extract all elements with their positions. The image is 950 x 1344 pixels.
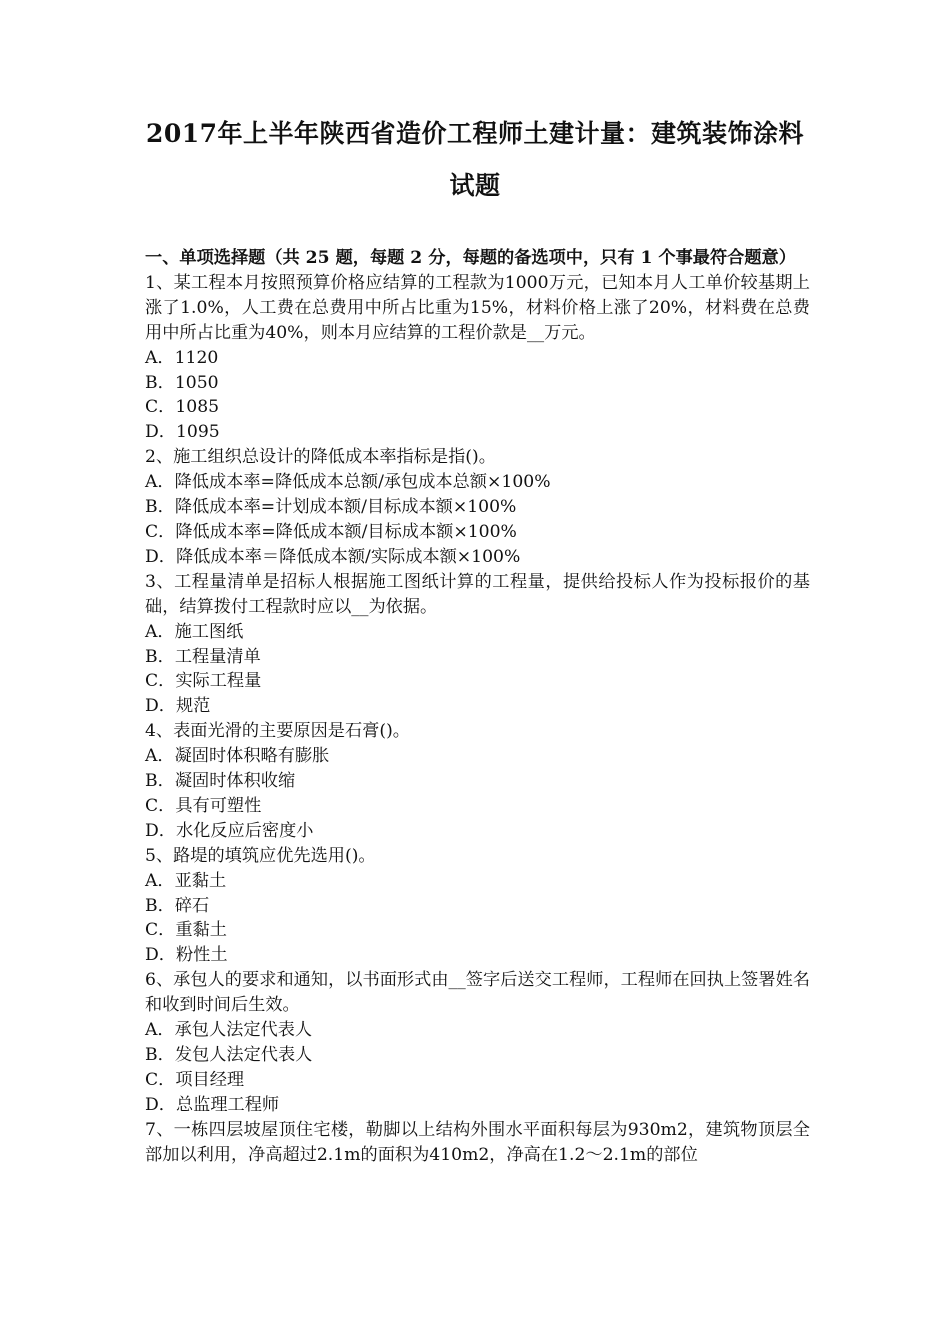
option-c: C．1085	[145, 397, 220, 418]
option-a: A．降低成本率=降低成本总额/承包成本总额×100%	[145, 472, 551, 493]
option-b: B．工程量清单	[145, 646, 261, 667]
question-3	[145, 570, 810, 719]
option-c: C．实际工程量	[145, 671, 262, 692]
option-d: D．规范	[145, 696, 211, 717]
option-c: C．具有可塑性	[145, 795, 262, 816]
document-title-line-2: 试题	[449, 171, 501, 200]
option-b: B．碎石	[145, 895, 210, 916]
question-7	[145, 1118, 810, 1168]
option-d: D．1095	[145, 422, 220, 443]
option-c: C．重黏土	[145, 920, 227, 941]
question-stem: 3、工程量清单是招标人根据施工图纸计算的工程量，提供给投标人作为投标报价的基础，结算拨付工程款时应以__为依据。	[145, 571, 810, 617]
option-a: A．凝固时体积略有膨胀	[145, 746, 330, 767]
option-d: D．粉性土	[145, 945, 228, 966]
question-stem: 5、路堤的填筑应优先选用()。	[145, 845, 376, 866]
question-2	[145, 445, 810, 570]
document-title-line-1: 2017年上半年陕西省造价工程师土建计量：建筑装饰涂料	[145, 119, 805, 148]
option-c: C．降低成本率=降低成本额/目标成本额×100%	[145, 521, 517, 542]
section-heading: 一、单项选择题（共 25 题，每题 2 分，每题的备选项中，只有 1 个事最符合题意）	[145, 248, 796, 268]
option-a: A．1120	[145, 347, 219, 368]
option-b: B．1050	[145, 372, 219, 393]
option-d: D．降低成本率＝降低成本额/实际成本额×100%	[145, 546, 521, 567]
document-body	[145, 246, 810, 1168]
option-b: B．降低成本率=计划成本额/目标成本额×100%	[145, 497, 517, 518]
option-a: A．承包人法定代表人	[145, 1020, 313, 1041]
option-d: D．总监理工程师	[145, 1094, 280, 1115]
option-b: B．凝固时体积收缩	[145, 771, 296, 792]
question-stem: 7、一栋四层坡屋顶住宅楼，勒脚以上结构外围水平面积每层为930m2，建筑物顶层全部加以利用，净高超过2.1m的面积为410m2，净高在1.2～2.1m的部位	[145, 1119, 810, 1165]
question-4	[145, 719, 810, 844]
option-a: A．亚黏土	[145, 870, 227, 891]
question-5	[145, 844, 810, 969]
option-c: C．项目经理	[145, 1069, 245, 1090]
option-d: D．水化反应后密度小	[145, 820, 314, 841]
question-1	[145, 271, 810, 445]
question-6	[145, 968, 810, 1117]
question-stem: 1、某工程本月按照预算价格应结算的工程款为1000万元，已知本月人工单价较基期上涨了1.0%，人工费在总费用中所占比重为15%，材料价格上涨了20%，材料费在总费用中所占比重为40%，则本月应结算的工程价款是__万元。	[145, 272, 810, 343]
question-stem: 6、承包人的要求和通知，以书面形式由__签字后送交工程师，工程师在回执上签署姓名和收到时间后生效。	[145, 970, 810, 1016]
question-stem: 4、表面光滑的主要原因是石膏()。	[145, 721, 410, 742]
option-b: B．发包人法定代表人	[145, 1045, 313, 1065]
question-stem: 2、施工组织总设计的降低成本率指标是指()。	[145, 447, 496, 468]
option-a: A．施工图纸	[145, 621, 244, 642]
